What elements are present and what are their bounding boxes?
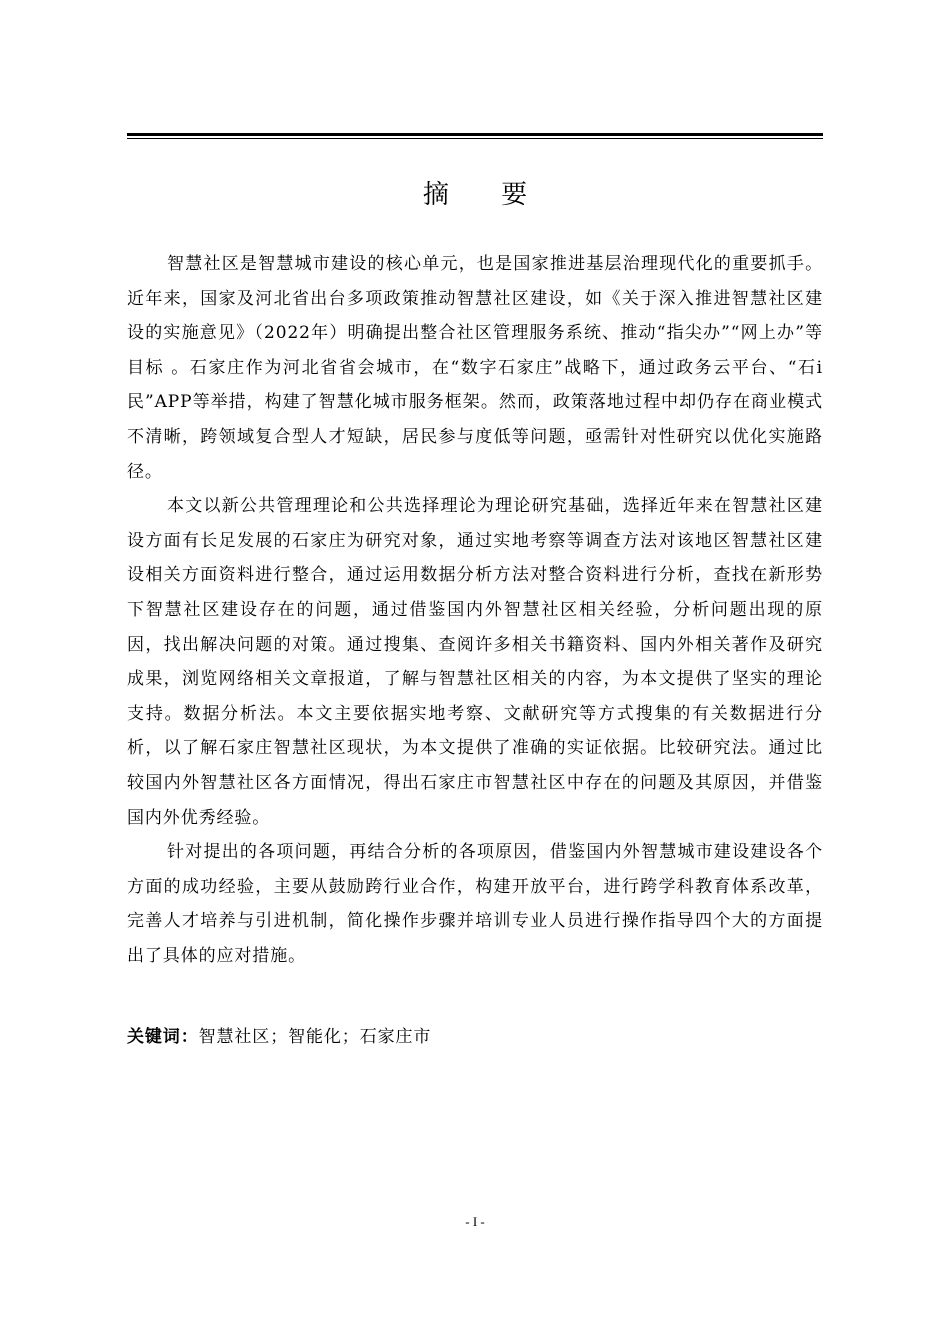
abstract-body [127, 247, 823, 973]
abstract-paragraph-2: 本文以新公共管理理论和公共选择理论为理论研究基础，选择近年来在智慧社区建设方面有长足发展的石家庄为研究对象，通过实地考察等调查方法对该地区智慧社区建设相关方面资料进行整合，通过运用数据分析方法对整合资料进行分析，查找在新形势下智慧社区建设存在的问题，通过借鉴国内外智慧社区相关经验，分析问题出现的原因，找出解决问题的对策。通过搜集、查阅许多相关书籍资料、国内外相关著作及研究成果，浏览网络相关文章报道，了解与智慧社区相关的内容，为本文提供了坚实的理论支持。数据分析法。本文主要依据实地考察、文献研究等方式搜集的有关数据进行分析，以了解石家庄智慧社区现状，为本文提供了准确的实证依据。比较研究法。通过比较国内外智慧社区各方面情况，得出石家庄市智慧社区中存在的问题及其原因，并借鉴国内外优秀经验。 [127, 496, 823, 828]
keywords-text: 智慧社区；智能化；石家庄市 [198, 1027, 432, 1047]
abstract-title: 摘 要 [422, 180, 550, 210]
abstract-paragraph-3: 针对提出的各项问题，再结合分析的各项原因，借鉴国内外智慧城市建设建设各个方面的成功经验，主要从鼓励跨行业合作，构建开放平台，进行跨学科教育体系改革，完善人才培养与引进机制，简化操作步骤并培训专业人员进行操作指导四个大的方面提出了具体的应对措施。 [127, 842, 823, 966]
abstract-paragraph-1: 智慧社区是智慧城市建设的核心单元，也是国家推进基层治理现代化的重要抓手。近年来，国家及河北省出台多项政策推动智慧社区建设，如《关于深入推进智慧社区建设的实施意见》（2022年）明确提出整合社区管理服务系统、推动“指尖办”“网上办”等目标 。石家庄作为河北省省会城市，在“数字石家庄”战略下，通过政务云平台、“石i民”APP等举措，构建了智慧化城市服务框架。然而，政策落地过程中却仍存在商业模式不清晰，跨领域复合型人才短缺，居民参与度低等问题，亟需针对性研究以优化实施路径。 [127, 254, 823, 482]
header-double-rule [127, 133, 823, 139]
header-rule-thin [127, 138, 823, 139]
keywords-label: 关键词： [127, 1027, 199, 1047]
page-number: - I - [465, 1214, 485, 1229]
keywords-line [127, 1022, 823, 1052]
